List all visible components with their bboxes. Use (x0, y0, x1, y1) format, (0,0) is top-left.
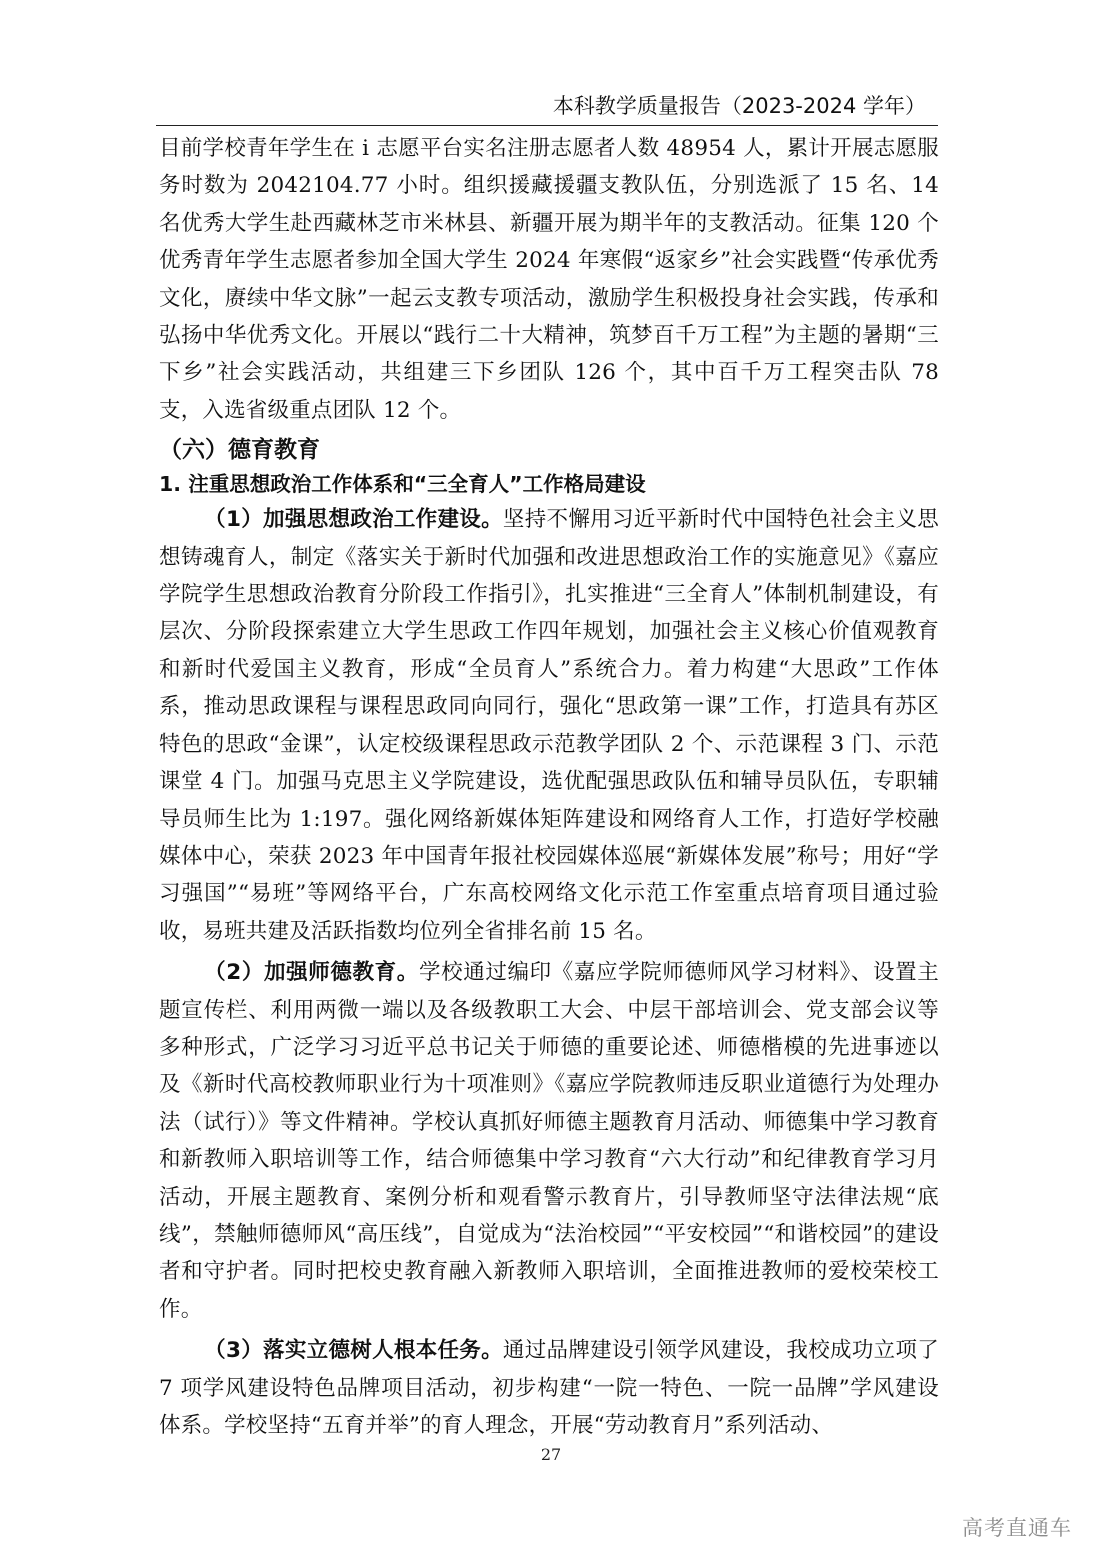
paragraph-teacher-ethics (159, 954, 939, 1328)
subsection-heading: 1. 注重思想政治工作体系和“三全育人”工作格局建设 (159, 472, 646, 497)
paragraph-lead-3: （3）落实立德树人根本任务。 (204, 1338, 503, 1364)
paragraph-lead-2: （2）加强师德教育。 (204, 960, 419, 986)
document-body (159, 130, 939, 1444)
paragraph-text-2: 学校通过编印《嘉应学院师德师风学习材料》、设置主题宣传栏、利用两微一端以及各级教职工大会、中层干部培训会、党支部会议等多种形式，广泛学习习近平总书记关于师德的重要论述、师德楷模的先进事迹以及《新时代高校教师职业行为十项准则》《嘉应学院教师违反职业道德行为处理办法（试行）》等文件精神。学校认真抓好师德主题教育月活动、师德集中学习教育和新教师入职培训等工作，结合师德集中学习教育“六大行动”和纪律教育学习月活动，开展主题教育、案例分析和观看警示教育片，引导教师坚守法律法规“底线”，禁触师德师风“高压线”，自觉成为“法治校园”“平安校园”“和谐校园”的建设者和守护者。同时把校史教育融入新教师入职培训，全面推进教师的爱校荣校工作。 (159, 960, 939, 1322)
page-header-title: 本科教学质量报告（2023-2024 学年） (552, 94, 926, 118)
watermark: 高考直通车 (962, 1516, 1072, 1540)
paragraph-text-1: 坚持不懈用习近平新时代中国特色社会主义思想铸魂育人，制定《落实关于新时代加强和改进思想政治工作的实施意见》《嘉应学院学生思想政治教育分阶段工作指引》，扎实推进“三全育人”体制机制建设，有层次、分阶段探索建立大学生思政工作四年规划，加强社会主义核心价值观教育和新时代爱国主义教育，形成“全员育人”系统合力。着力构建“大思政”工作体系，推动思政课程与课程思政同向同行，强化“思政第一课”工作，打造具有苏区特色的思政“金课”，认定校级课程思政示范教学团队 2 个、示范课程 3 门、示范课堂 4 门。加强马克思主义学院建设，选优配强思政队伍和辅导员队伍，专职辅导员师生比为 1:197。强化网络新媒体矩阵建设和网络育人工作，打造好学校融媒体中心，荣获 2023 年中国青年报社校园媒体巡展“新媒体发展”称号；用好“学习强国”“易班”等网络平台，广东高校网络文化示范工作室重点培育项目通过验收，易班共建及活跃指数均位列全省排名前 15 名。 (159, 507, 939, 944)
paragraph-lead-1: （1）加强思想政治工作建设。 (204, 507, 503, 533)
header-rule (156, 125, 938, 126)
paragraph-moral-education (159, 1332, 939, 1444)
paragraph-ideological-work (159, 501, 939, 950)
paragraph-volunteer-continuation: 目前学校青年学生在 i 志愿平台实名注册志愿者人数 48954 人，累计开展志愿服务时数为 2042104.77 小时。组织援藏援疆支教队伍，分别选派了 15 名、14 名优秀大学生赴西藏林芝市米林县、新疆开展为期半年的支教活动。征集 120 个优秀青年学生志愿者参加全国大学生 2024 年寒假“返家乡”社会实践暨“传承优秀文化，赓续中华文脉”一起云支教专项活动，激励学生积极投身社会实践，传承和弘扬中华优秀文化。开展以“践行二十大精神，筑梦百千万工程”为主题的暑期“三下乡”社会实践活动，共组建三下乡团队 126 个，其中百千万工程突击队 78 支，入选省级重点团队 12 个。 (159, 136, 939, 423)
paragraph-text-3: 通过品牌建设引领学风建设，我校成功立项了 7 项学风建设特色品牌项目活动，初步构建“一院一特色、一院一品牌”学风建设体系。学校坚持“五育并举”的育人理念，开展“劳动教育月”系列活动、 (159, 1338, 939, 1438)
page-number: 27 (540, 1445, 562, 1464)
section-heading: （六）德育教育 (159, 437, 320, 464)
